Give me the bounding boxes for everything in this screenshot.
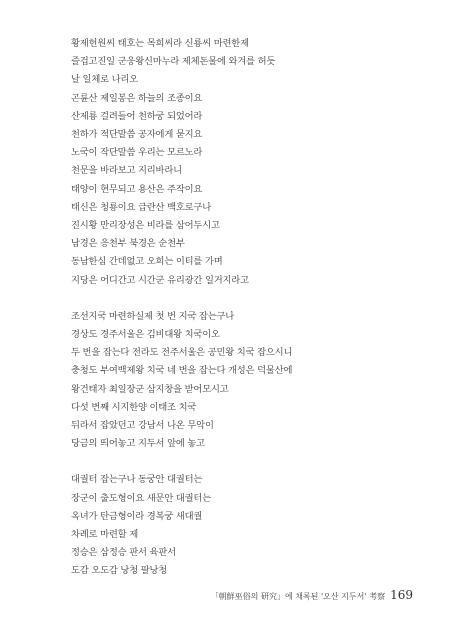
poem-line: 옥녀가 탄금형이라 경복궁 새대궐	[71, 510, 203, 522]
page-footer	[211, 588, 413, 604]
poem-line: 태신은 청룡이요 급란산 백호로구나	[71, 201, 211, 213]
poem-line: 남경은 응천부 북경은 순천부	[71, 238, 185, 250]
poem-line: 지당은 어디간고 시간군 유리광간 일거지라고	[71, 274, 249, 286]
poem-line: 경상도 경주서울은 김비대왕 치국이오	[71, 329, 220, 340]
poem-line: 태양이 현무되고 용산은 주작이요	[71, 183, 203, 195]
poem-line: 조선지국 마련하실제 첫 번 지국 잡는구나	[71, 310, 235, 322]
poem-line: 당금의 띄어놓고 지두서 앞에 놓고	[71, 438, 205, 450]
poem-line: 뒤라서 잡았던고 강남서 나온 무악이	[71, 420, 214, 431]
poem-line: 도감 오도감 낭청 팔낭청	[71, 565, 168, 577]
poem-line: 곤륜산 제일봉은 하늘의 조종이요	[71, 92, 203, 104]
poem-line: 차례로 마련할 제	[71, 529, 138, 540]
footer-title: 「朝鮮巫俗의 研究」에 채록된 '오산 지두서' 考察	[210, 592, 386, 601]
poem-line: 대궐터 잡는구나 동궁안 대궐터는	[71, 474, 203, 486]
poem-line: 다섯 번째 시지한양 이태조 치국	[71, 401, 197, 413]
poem-line: 천문을 바라보고 지리바라니	[71, 165, 182, 177]
poem-line: 날 일체로 나리오	[71, 74, 138, 86]
poem-line: 천하가 적단말씀 공자에게 묻지요	[71, 129, 203, 140]
poem-line: 충청도 부여백제왕 치국 네 번을 잡는다 개성은 덕물산에	[71, 365, 293, 377]
poem-line: 즐겁고진일 군웅왕신마누라 제체돈물에 와겨를 허듯	[71, 56, 276, 68]
poem-line: 황제헌원씨 태호는 목희씨라 신룡씨 마련한제	[71, 38, 249, 49]
poem-line: 두 번을 잡는다 전라도 전주서울은 공민왕 치국 잡으시니	[71, 347, 293, 359]
poem-line: 노국이 작단말씀 우리는 모르노라	[71, 147, 203, 159]
poem-line: 왕건태자 최일장군 삼지창을 받어모시고	[71, 383, 229, 395]
poem-line: 장군이 출도형이요 새문안 대궐터는	[71, 492, 211, 504]
poem-line: 정승은 삼정승 판서 육판서	[71, 547, 176, 559]
poem-line: 동남한심 간데없고 오희는 이티를 가며	[71, 256, 223, 268]
poem-line: 산제룡 걸려들어 천하궁 되었어라	[71, 110, 203, 122]
page-number: 169	[390, 588, 413, 602]
poem-line: 진시황 만리장성은 비라를 삼어두시고	[71, 220, 220, 231]
